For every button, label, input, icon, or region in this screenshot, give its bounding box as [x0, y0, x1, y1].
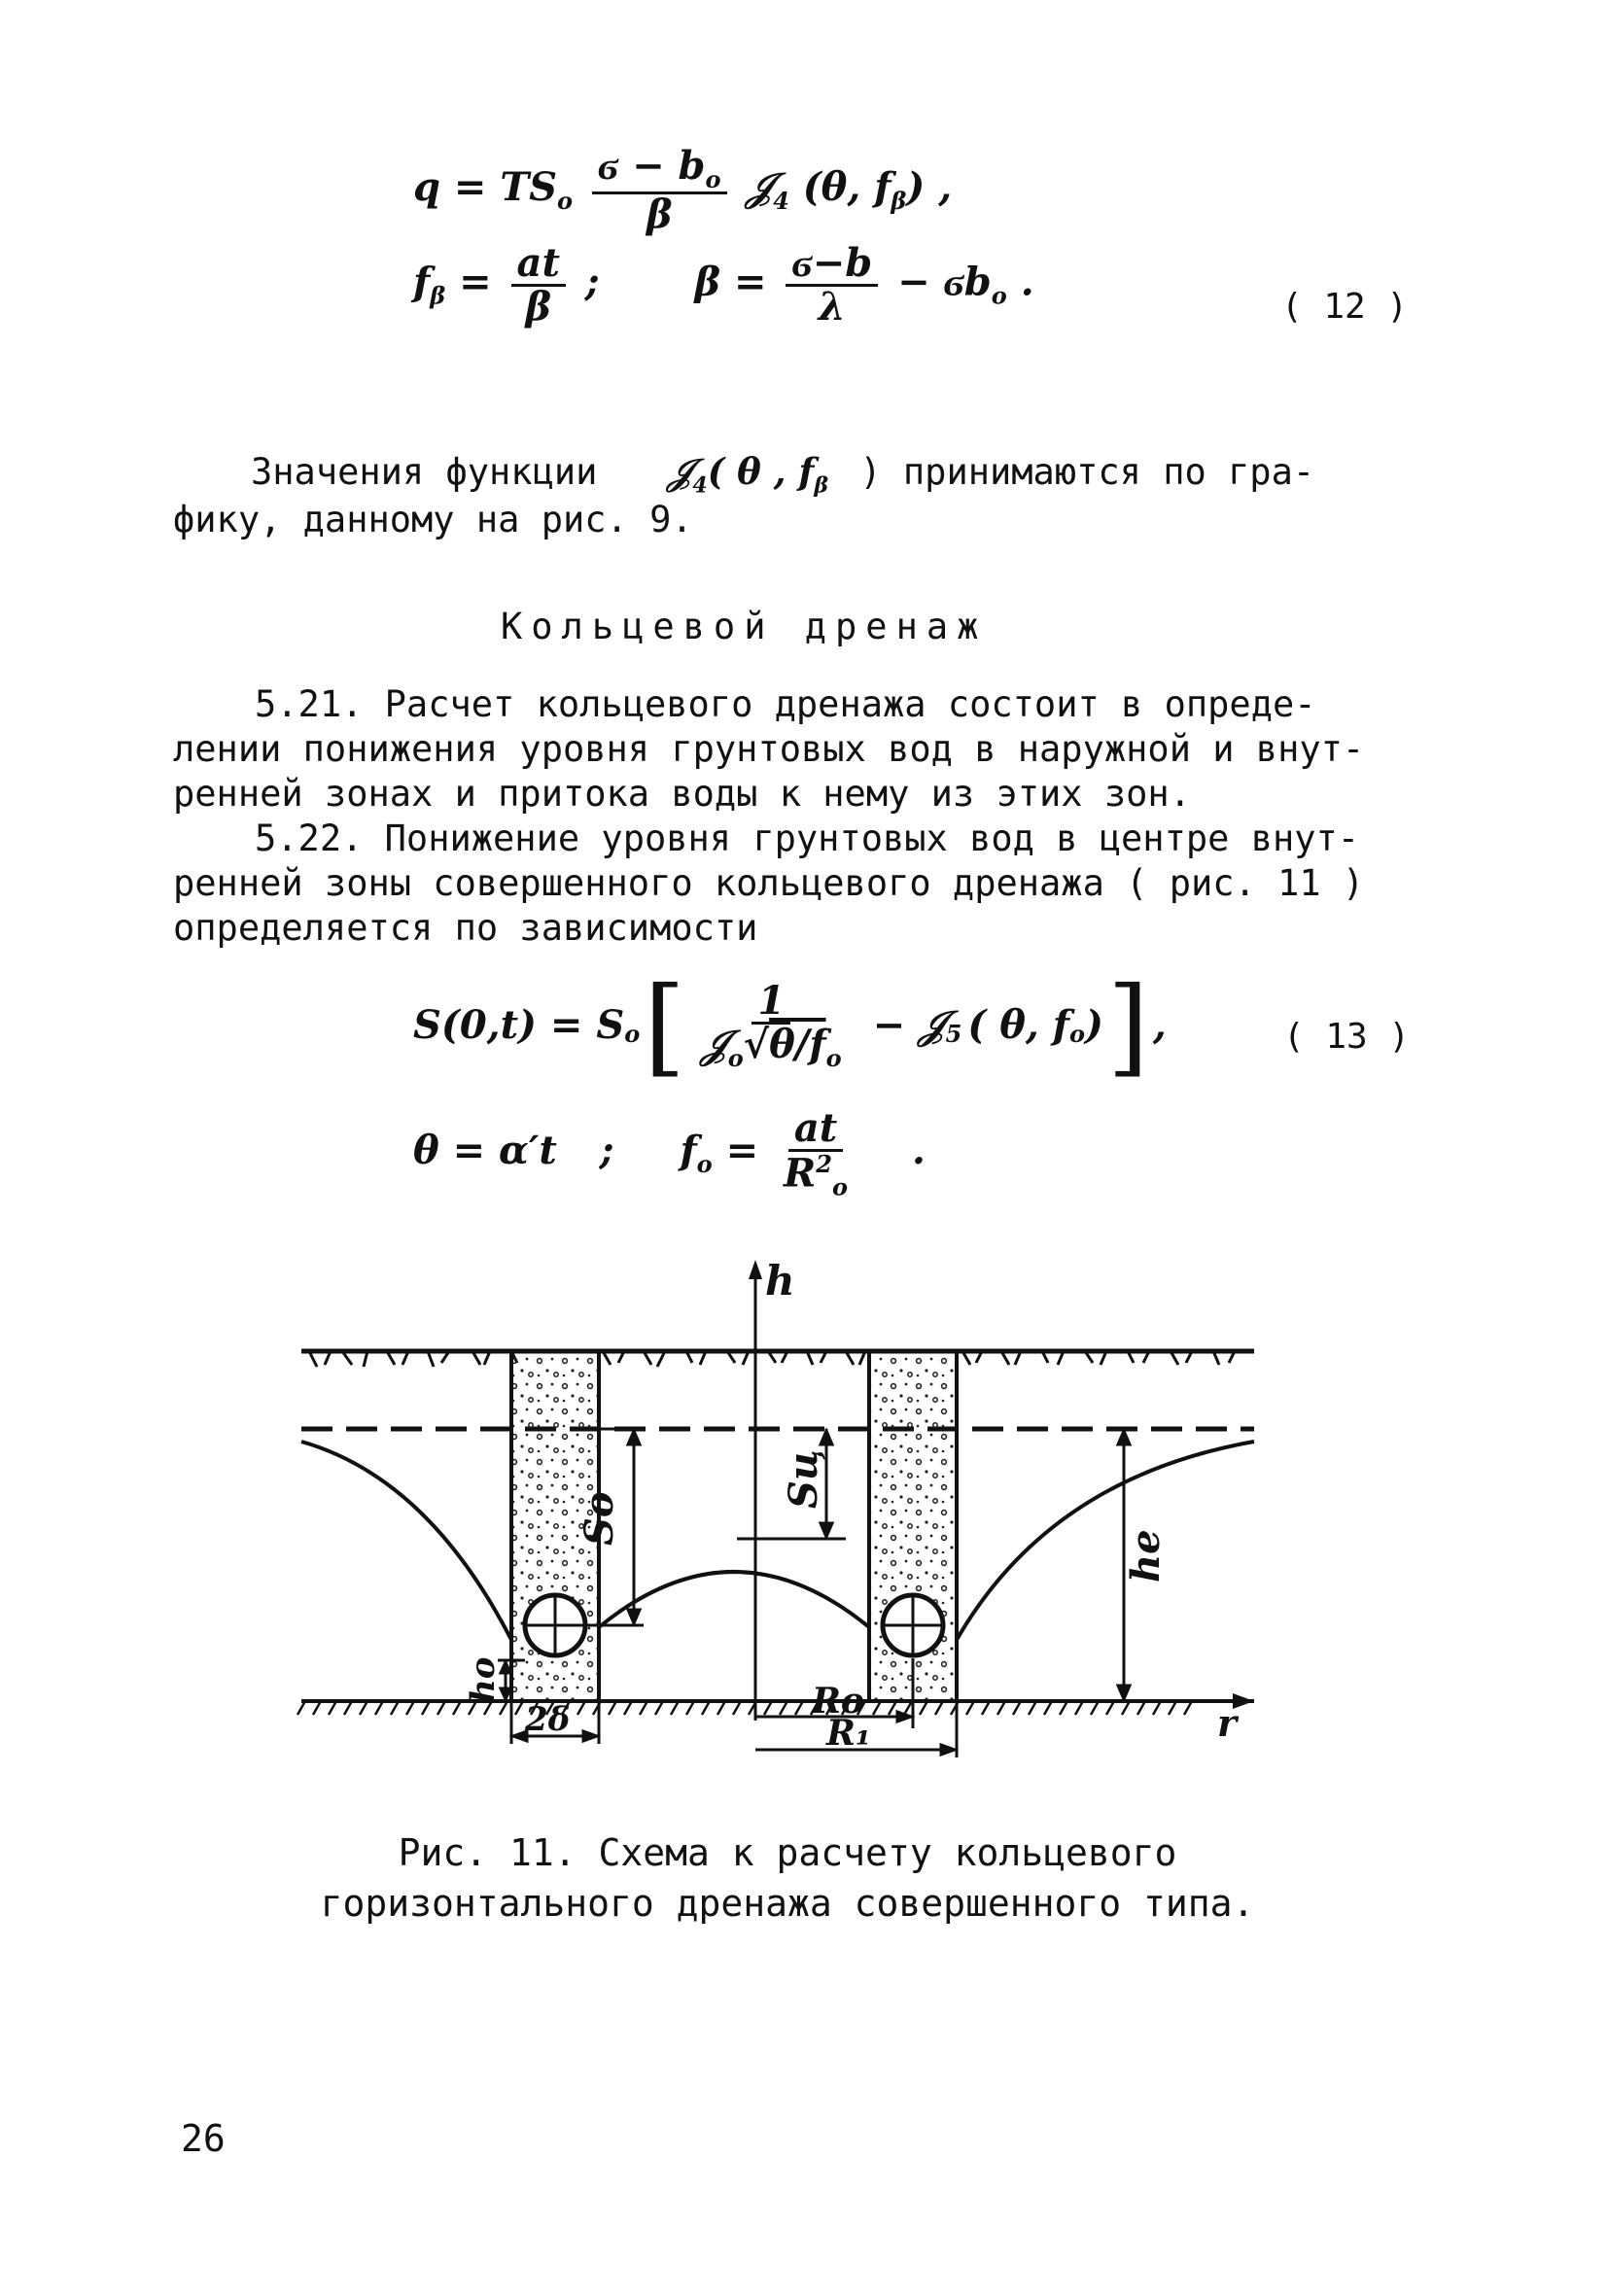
f12-lhs-sub: o [557, 187, 574, 216]
page-number: 26 [181, 2117, 226, 2160]
p522-line2: ренней зоны совершенного кольцевого дренажа ( рис. 11 ) [173, 862, 1365, 904]
outer-right-depression-curve [957, 1442, 1254, 1640]
formula-13-line2: θ = α′t ; $f_o$ = $\frac{at}{R^2_o}$ . [413, 1105, 926, 1201]
f12b-frac-b-num: ϭ−b [786, 243, 878, 287]
values-line2: фику, данному на рис. 9. [173, 499, 693, 540]
f13-lhs-sub: o [624, 1020, 641, 1048]
label-he: he [1123, 1529, 1169, 1583]
values-func-sub: 4 [692, 472, 708, 499]
label-sc: Sц [781, 1448, 826, 1509]
f12-func-args-sub: β [891, 187, 907, 216]
f13-tail: − 𝒥 [872, 1002, 946, 1048]
section-heading: Кольцевой дренаж [501, 606, 988, 647]
f13b-fraction [778, 1105, 854, 1201]
p522-line3: определяется по зависимости [173, 907, 758, 949]
left-pipe [525, 1595, 585, 1655]
f13-comma: , [1152, 1002, 1167, 1048]
outer-left-depression-curve [301, 1442, 511, 1640]
f12b-lhs: f [413, 259, 431, 305]
f13b-f-sub: o [696, 1149, 713, 1178]
f13b-sep: ; [599, 1127, 614, 1173]
figure-caption [175, 1827, 1400, 1929]
formula-13-line1 [413, 963, 1167, 1088]
f12-fraction [592, 143, 727, 238]
f12b-sep: ; [584, 259, 600, 305]
label-so: So [577, 1491, 622, 1546]
f13-tail-args-sub: o [1068, 1020, 1085, 1048]
label-ro: Ro [812, 1681, 864, 1722]
f13-den-root-sub: o [825, 1043, 842, 1072]
caption-line1: Рис. 11. Схема к расчету кольцевого [398, 1831, 1177, 1874]
f13-tail-end: ) [1084, 1002, 1103, 1048]
f12b-lhs-sub: β [430, 281, 446, 310]
f13-den-sub: o [727, 1043, 744, 1072]
label-2delta: 2δ [525, 1700, 571, 1739]
base-line [297, 1701, 1254, 1715]
f12b-frac-a-den: β [525, 284, 552, 330]
formula-12-line2: $f_\beta$ = $\frac{at}{\beta}$ ; β = $\frac{ϭ-b}{\lambda}$ − $ϭb_o$ . [413, 240, 1034, 330]
f13b-frac-den-sub: o [832, 1172, 849, 1201]
label-h: h [765, 1257, 795, 1305]
f12-frac-den: β [646, 191, 673, 238]
f12-func: 𝒥 [746, 164, 774, 211]
inner-depression-curve [599, 1572, 869, 1627]
f12-func-end: ) , [906, 164, 953, 211]
f12b-frac-b-den: λ [818, 284, 846, 330]
f13b-end: . [911, 1127, 926, 1173]
dimension-he [957, 1429, 1254, 1701]
values-args-sub: β [814, 472, 829, 499]
f13-den-root: θ/f [769, 1021, 826, 1067]
values-args: ( θ , f [707, 450, 815, 493]
f13b-f: f [680, 1127, 697, 1173]
values-func: 𝒥 [667, 450, 693, 493]
label-r: r [1217, 1701, 1238, 1745]
f12-frac-num: ϭ − b [597, 143, 706, 189]
ground-surface [301, 1351, 1254, 1367]
f13-tail-sub: 5 [945, 1020, 962, 1048]
f12b-frac-a-num: at [511, 243, 566, 287]
values-text-a: Значения функции [251, 451, 598, 493]
f13-den-main: 𝒥 [701, 1021, 728, 1067]
caption-line2: горизонтального дренажа совершенного типа. [320, 1882, 1255, 1925]
values-text-b: ) принимаются по гра- [859, 451, 1315, 493]
f13b-theta: θ = α′t [413, 1127, 557, 1173]
f13-fraction: $\frac{1}{𝒥_o√\theta/f_o}$ [701, 977, 842, 1072]
f13-tail-args: ( θ, f [967, 1002, 1069, 1048]
label-r1: R₁ [826, 1713, 871, 1754]
f12-lhs: q = TS [413, 164, 557, 211]
f12-func-sub: 4 [773, 187, 789, 216]
equation-number-13: ( 13 ) [1283, 1017, 1411, 1057]
formula-12-line1 [413, 143, 953, 238]
f13b-frac-den: R [784, 1150, 817, 1197]
f12b-tail-sub: o [991, 281, 1007, 310]
f13-frac-num: 1 [752, 981, 790, 1025]
f12b-frac-a [511, 240, 566, 330]
p522-line1: 5.22. Понижение уровня грунтовых вод в центре внут- [255, 818, 1360, 859]
p521-line1: 5.21. Расчет кольцевого дренажа состоит в опреде- [255, 683, 1316, 725]
drainage-diagram [282, 1254, 1274, 1759]
f13b-frac-den-sup: 2 [816, 1150, 832, 1178]
f12-frac-num-sub: o [705, 165, 721, 193]
f12b-beta: β = [694, 259, 767, 305]
f12b-frac-b [786, 240, 878, 330]
f12b-end: . [1020, 259, 1034, 305]
f12b-tail: − ϭb [897, 259, 992, 305]
f12-func-args: (θ, f [802, 164, 891, 211]
h-axis [749, 1260, 762, 1721]
right-pipe [883, 1595, 943, 1655]
f13-bracket-open: [ [644, 963, 686, 1088]
f13-lhs: S(0,t) = S [413, 1002, 625, 1048]
f13-bracket-close: ] [1106, 963, 1149, 1088]
p521-line3: ренней зонах и притока воды к нему из этих зон. [173, 773, 1191, 815]
label-ho: ho [464, 1656, 503, 1703]
p521-line2: лении понижения уровня грунтовых вод в наружной и внут- [173, 728, 1365, 770]
equation-number-12: ( 12 ) [1281, 287, 1409, 327]
f13b-frac-num: at [788, 1108, 843, 1152]
